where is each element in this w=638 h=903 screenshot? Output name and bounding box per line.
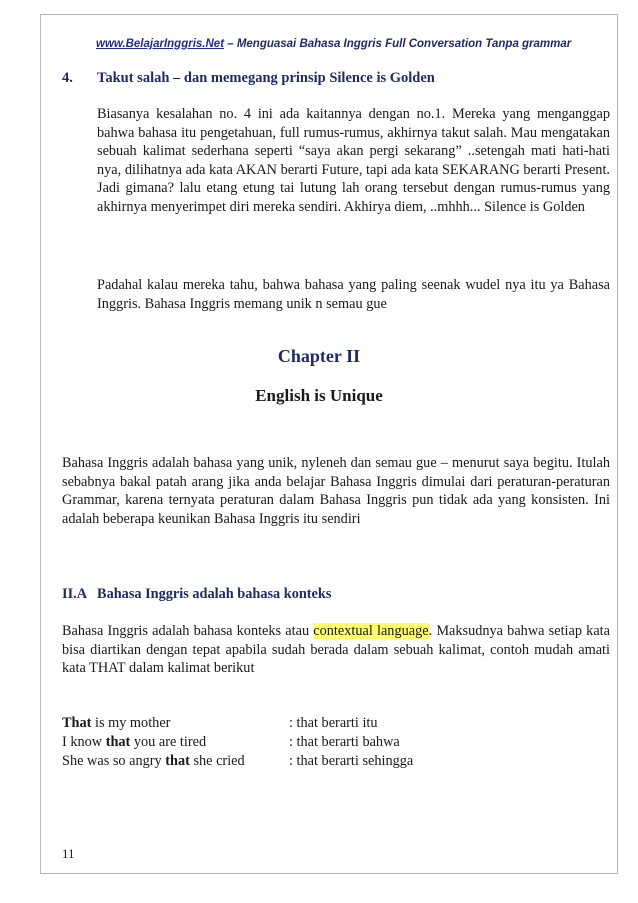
subsection-paragraph: [62, 622, 610, 678]
section-paragraph-2: Padahal kalau mereka tahu, bahwa bahasa yang paling seenak wudel nya itu ya Bahasa Inggris. Bahasa Inggris memang unik n semau gue: [97, 277, 610, 312]
example-sentence: She was so angry that she cried: [62, 753, 245, 769]
section-paragraph-1: Biasanya kesalahan no. 4 ini ada kaitannya dengan no.1. Mereka yang menganggap bahwa bahasa itu pengetahuan, full rumus-rumus, akhirnya takut salah. Mau mengatakan sebuah kalimat sederhana seperti “saya akan pergi sekarang” ..setengah mati hati-hati nya, dilihatnya ada kata AKAN berarti Future, tapi ada kata SEKARANG berarti Present. Jadi gimana? lalu etang etung tai lutung lah orang tersebut dengan rumus-rumus yang akhirnya menyerimpet diri mereka sendiri. Akhirya diem, ..mhhh... Silence is Golden: [97, 106, 610, 215]
page-header: [96, 38, 596, 50]
example-row: [62, 753, 610, 772]
example-meaning: : that berarti sehingga: [289, 753, 414, 769]
subsection-heading: [62, 586, 331, 603]
page-number: 11: [62, 846, 75, 861]
example-list: [62, 715, 610, 772]
example-row: [62, 715, 610, 734]
site-link[interactable]: www.BelajarInggris.Net: [96, 38, 225, 50]
highlighted-term: contextual language: [313, 623, 429, 639]
example-sentence: I know that you are tired: [62, 734, 207, 750]
subsection-title: Bahasa Inggris adalah bahasa konteks: [97, 586, 332, 602]
subsection-code: II.A: [62, 586, 88, 602]
example-sentence: That is my mother: [62, 715, 171, 731]
keyword-that: that: [105, 734, 131, 750]
example-meaning: : that berarti bahwa: [289, 734, 400, 750]
section-number: 4.: [62, 70, 73, 86]
chapter-intro-paragraph: Bahasa Inggris adalah bahasa yang unik, nyleneh dan semau gue – menurut saya begitu. Itulah sebabnya bakal patah arang jika anda belajar Bahasa Inggris dimulai dari peraturan-peraturan Grammar, karena ternyata peraturan dalam Bahasa Inggris pun tidak ada yang konsisten. Ini adalah beberapa keunikan Bahasa Inggris itu sendiri: [62, 455, 610, 527]
keyword-that: that: [165, 753, 190, 769]
example-row: [62, 734, 610, 753]
keyword-that: That: [62, 715, 92, 731]
header-text: – Menguasai Bahasa Inggris Full Conversation Tanpa grammar: [224, 38, 572, 50]
paragraph-text-before: Bahasa Inggris adalah bahasa konteks atau: [62, 623, 314, 639]
chapter-title: English is Unique: [255, 386, 383, 405]
paragraph-text-after: . Maksudnya bahwa setiap kata bisa diartikan dengan tepat apabila sudah berada dalam sebuah kalimat, contoh mudah amati kata THAT dalam kalimat berikut: [62, 623, 610, 677]
section-title: Takut salah – dan memegang prinsip Silence is Golden: [97, 70, 435, 86]
chapter-number: Chapter II: [277, 346, 361, 366]
example-meaning: : that berarti itu: [289, 715, 378, 731]
